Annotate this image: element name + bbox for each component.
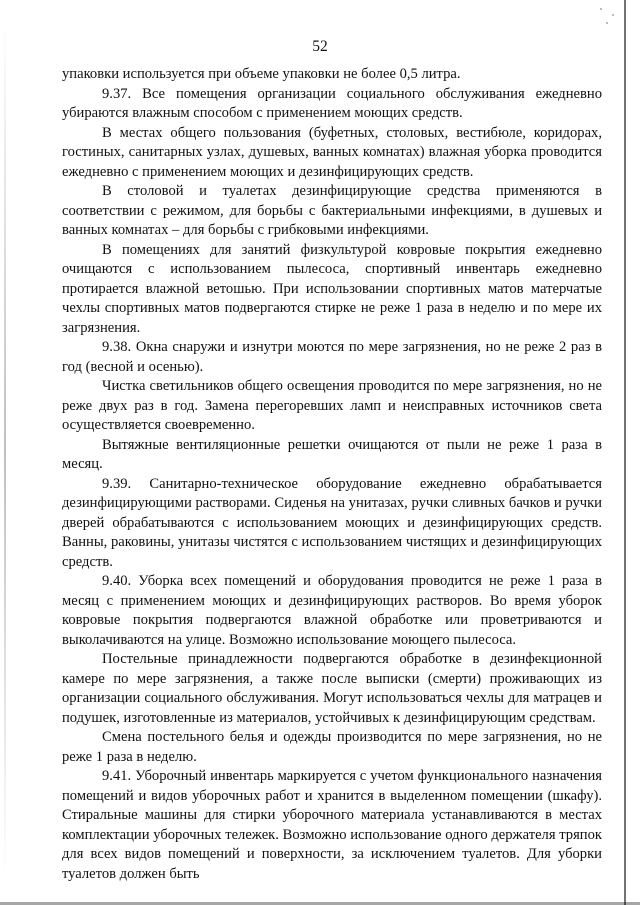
scan-edge-right — [624, 0, 626, 905]
paragraph-9-41: 9.41. Уборочный инвентарь маркируется с учетом функционального назначения помещений и видов уборочных работ и хранится в выделенном помещении (шкафу). Стиральные машины для стирки уборочного материала устанавливаются в местах комплектации уборочных тележек. Возможно использование одного держателя тряпок для всех видов помещений и поверхности, за исключением туалетов. Для уборки туалетов должен быть — [62, 768, 602, 882]
paragraph-9-39: 9.39. Санитарно-техническое оборудование ежедневно обрабатывается дезинфицирующими растворами. Сиденья на унитазах, ручки сливных бачков и ручки дверей обрабатываются с использованием моющих и дезинфицирующих средств. Ванны, раковины, унитазы чистятся с использованием чистящих и дезинфицирующих средств. — [62, 475, 602, 570]
paragraph-9-38: 9.38. Окна снаружи и изнутри моются по мере загрязнения, но не реже 2 раз в год (весной и осенью). — [62, 339, 602, 375]
scan-speck — [600, 8, 602, 10]
page-number: 52 — [312, 38, 328, 55]
paragraph-linen-change: Смена постельного белья и одежды производится по мере загрязнения, но не реже 1 раза в неделю. — [62, 729, 602, 765]
scan-edge-left — [4, 20, 6, 880]
scan-speck — [606, 22, 608, 24]
paragraph-canteen-toilets: В столовой и туалетах дезинфицирующие средства применяются в соответствии с режимом, для борьбы с бактериальными инфекциями, в душевых и ванных комнатах – для борьбы с грибковыми инфекциями. — [62, 183, 602, 238]
scan-speck — [612, 14, 614, 16]
paragraph-continuation: упаковки используется при объеме упаковки не более 0,5 литра. — [62, 66, 461, 82]
paragraph-bedding: Постельные принадлежности подвергаются обработке в дезинфекционной камере по мере загрязнения, а также после выписки (смерти) проживающих из организации социального обслуживания. Могут использоваться чехлы для матрацев и подушек, изготовленные из материалов, устойчивых к дезинфицирующим средствам. — [62, 651, 602, 726]
paragraph-gym-rooms: В помещениях для занятий физкультурой ковровые покрытия ежедневно очищаются с использованием пылесоса, спортивный инвентарь ежедневно протирается влажной ветошью. При использовании спортивных матов матерчатые чехлы спортивных матов подвергаются стирке не реже 1 раза в неделю и по мере их загрязнения. — [62, 241, 602, 336]
paragraph-ventilation: Вытяжные вентиляционные решетки очищаются от пыли не реже 1 раза в месяц. — [62, 436, 602, 472]
paragraph-lighting: Чистка светильников общего освещения проводится по мере загрязнения, но не реже двух раз в год. Замена перегоревших ламп и неисправных источников света осуществляется своевременно. — [62, 378, 602, 433]
paragraph-9-37: 9.37. Все помещения организации социального обслуживания ежедневно убираются влажным способом с применением моющих средств. — [62, 85, 602, 121]
document-body — [62, 65, 602, 884]
paragraph-common-areas: В местах общего пользования (буфетных, столовых, вестибюле, коридорах, гостиных, санитарных узлах, душевых, ванных комнатах) влажная уборка проводится ежедневно с применением моющих и дезинфицирующих средств. — [62, 124, 602, 180]
paragraph-9-40: 9.40. Уборка всех помещений и оборудования проводится не реже 1 раза в месяц с применением моющих и дезинфицирующих растворов. Во время уборок ковровые покрытия подвергаются влажной обработке или проветриваются и выколачиваются на улице. Возможно использование моющего пылесоса. — [62, 573, 602, 648]
